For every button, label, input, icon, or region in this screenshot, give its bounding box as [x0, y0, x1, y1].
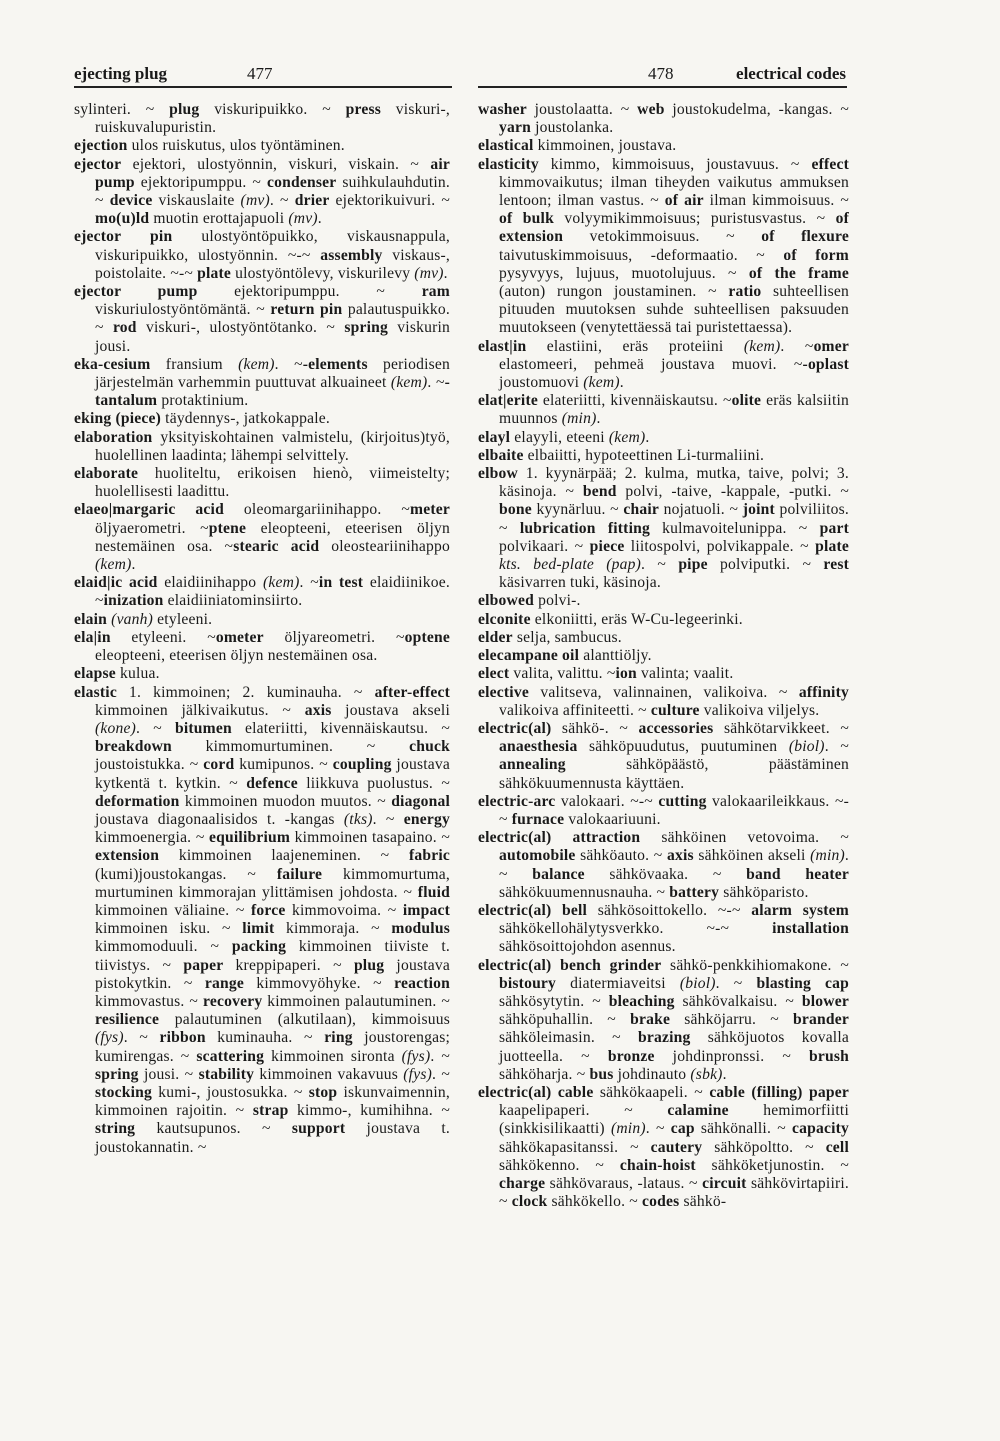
dictionary-entry: elat|erite elateriitti, kivennäiskautsu. ~olite eräs kalsiitin muunnos (min). [478, 392, 849, 428]
dictionary-entry: elastic 1. kimmoinen; 2. kuminauha. ~ after-effect kimmoinen jälkivaikutus. ~ axis joustava akseli (kone). ~ bitumen elateriitti, kivennäiskautsu. ~ breakdown kimmomurtuminen. ~ chuck joustoistukka. ~ cord kumipunos. ~ coupling joustava kytkentä t. kytkin. ~ defence liikkuva puolustus. ~ deformation kimmoinen muodon muutos. ~ diagonal joustava diagonaalisidos t. -kangas (tks). ~ energy kimmoenergia. ~ equilibrium kimmoinen tasapaino. ~ extension kimmoinen laajeneminen. ~ fabric (kumi)joustokangas. ~ failure kimmomurtuma, murtuminen kimmorajan ylittämisen johdosta. ~ fluid kimmoinen väliaine. ~ force kimmovoima. ~ impact kimmoinen isku. ~ limit kimmoraja. ~ modulus kimmomoduuli. ~ packing kimmoinen tiiviste t. tiivistys. ~ paper kreppipaperi. ~ plug joustava pistokytkin. ~ range kimmovyöhyke. ~ reaction kimmovastus. ~ recovery kimmoinen palautuminen. ~ resilience palautuminen (alkutilaan), kimmoisuus (fys). ~ ribbon kuminauha. ~ ring joustorengas; kumirengas. ~ scattering kimmoinen sironta (fys). ~ spring jousi. ~ stability kimmoinen vakavuus (fys). ~ stocking kumi-, joustosukka. ~ stop iskunvaimennin, kimmoinen rajoitin. ~ strap kimmo-, kumihihna. ~ string kautsupunos. ~ support joustava t. joustokannatin. ~ [74, 683, 451, 1156]
right-header-rule [478, 86, 847, 88]
dictionary-entry: washer joustolaatta. ~ web joustokudelma, -kangas. ~ yarn joustolanka. [478, 101, 849, 137]
right-column [478, 101, 849, 1211]
dictionary-entry: elbaite elbaiitti, hypoteettinen Li-turmaliini. [478, 446, 765, 464]
dictionary-entry: sylinteri. ~ plug viskuripuikko. ~ press viskuri-, ruiskuvalupuristin. [74, 101, 451, 137]
dictionary-entry: electric(al) cable sähkökaapeli. ~ cable (filling) paper kaapelipaperi. ~ calamine hemimorfiitti (sinkkisilikaatti) (min). ~ cap sähkönalli. ~ capacity sähkökapasitanssi. ~ cautery sähköpoltto. ~ cell sähkökenno. ~ chain-hoist sähköketjunostin. ~ charge sähkövaraus, -lataus. ~ circuit sähkövirtapiiri. ~ clock sähkökello. ~ codes sähkö- [478, 1083, 849, 1211]
dictionary-entry: elect valita, valittu. ~ion valinta; vaalit. [478, 665, 734, 683]
right-page-number: 478 [648, 64, 674, 83]
dictionary-entry: elaboration yksityiskohtainen valmistelu, (kirjoitus)työ, huolellinen laadinta; lähempi selvittely. [74, 428, 450, 464]
dictionary-entry: electric(al) sähkö-. ~ accessories sähkötarvikkeet. ~ anaesthesia sähköpuudutus, puutuminen (biol). ~ annealing sähköpäästö, päästäminen sähkökuumennusta käyttäen. [478, 719, 849, 792]
dictionary-entry: elapse kulua. [74, 665, 160, 683]
dictionary-entry: elecampane oil alanttiöljy. [478, 647, 652, 665]
dictionary-entry: electric(al) bench grinder sähkö-penkkihiomakone. ~ bistoury diatermiaveitsi (biol). ~ blasting cap sähkösytytin. ~ bleaching sähkövalkaisu. ~ blower sähköpuhallin. ~ brake sähköjarru. ~ brander sähköleimasin. ~ brazing sähköjuotos kovalla juotteella. ~ bronze johdinpronssi. ~ brush sähköharja. ~ bus johdinauto (sbk). [478, 956, 850, 1083]
dictionary-entry: electric-arc valokaari. ~-~ cutting valokaarileikkaus. ~-~ furnace valokaariuuni. [478, 792, 850, 828]
left-page-number: 477 [247, 64, 273, 83]
dictionary-entry: elder selja, sambucus. [478, 628, 622, 646]
dictionary-entry: elaborate huoliteltu, erikoisen hienò, viimeistelty; huolellisesti laadittu. [74, 465, 450, 501]
dictionary-entry: ejector pin ulostyöntöpuikko, viskausnappula, viskuripuikko, ulostyönnin. ~-~ assembly viskaus-, poistolaite. ~-~ plate ulostyöntölevy, viskurilevy (mv). [74, 228, 450, 282]
dictionary-entry: elconite elkoniitti, eräs W-Cu-legeerinki. [478, 610, 743, 628]
dictionary-entry: elastical kimmoinen, joustava. [478, 137, 677, 155]
dictionary-entry: eking (piece) täydennys-, jatkokappale. [74, 410, 330, 428]
right-guide-word: electrical codes [736, 64, 846, 83]
dictionary-entry: elain (vanh) etyleeni. [74, 610, 213, 628]
dictionary-entry: ejector pump ejektoripumppu. ~ ram viskuriulostyöntömäntä. ~ return pin palautuspuikko. ~ rod viskuri-, ulostyöntötanko. ~ spring viskurin jousi. [74, 283, 450, 355]
dictionary-entry: elaid|ic acid elaidiinihappo (kem). ~in test elaidiinikoe. ~inization elaidiiniatominsiirto. [74, 574, 450, 610]
dictionary-entry: electric(al) bell sähkösoittokello. ~-~ alarm system sähkökellohälytysverkko. ~-~ installation sähkösoittojohdon asennus. [478, 901, 849, 956]
dictionary-entry: ela|in etyleeni. ~ometer öljyareometri. ~optene eleopteeni, eteerisen öljyn nestemäinen osa. [74, 628, 450, 665]
dictionary-entry: elective valitseva, valinnainen, valikoiva. ~ affinity valikoiva affiniteetti. ~ culture valikoiva viljelys. [478, 683, 849, 719]
dictionary-entry: ejection ulos ruiskutus, ulos työntäminen. [74, 137, 345, 155]
dictionary-entry: elaeo|margaric acid oleomargariinihappo. ~meter öljyaerometri. ~ptene eleopteeni, eteerisen öljyn nestemäinen osa. ~stearic acid oleosteariinihappo (kem). [74, 501, 450, 574]
dictionary-entry: elasticity kimmo, kimmoisuus, joustavuus. ~ effect kimmovaikutus; ilman tiheyden vaikutus ammuksen lentoon; ilman vastus. ~ of air ilman kimmoisuus. ~ of bulk volyymikimmoisuus; puristusvastus. ~ of extension vetokimmoisuus. ~ of flexure taivutuskimmoisuus, -deformaatio. ~ of form pysyvyys, lujuus, muotolujuus. ~ of the frame (auton) rungon joustaminen. ~ ratio suhteellisen pituuden muutoksen suhde suhteellisen paksuuden muutokseen (venytettäessä tai puristettaessa). [478, 155, 850, 337]
dictionary-entry: ejector ejektori, ulostyönnin, viskuri, viskain. ~ air pump ejektoripumppu. ~ condenser suihkulauhdutin. ~ device viskauslaite (mv). ~ drier ejektorikuivuri. ~ mo(u)ld muotin erottajapuoli (mv). [74, 155, 450, 228]
dictionary-entry: elayl elayyli, eteeni (kem). [478, 428, 650, 446]
left-guide-word: ejecting plug [74, 64, 168, 83]
dictionary-entry: electric(al) attraction sähköinen vetovoima. ~ automobile sähköauto. ~ axis sähköinen akseli (min). ~ balance sähkövaaka. ~ band heater sähkökuumennusnauha. ~ battery sähköparisto. [478, 829, 850, 901]
left-column [74, 101, 450, 1157]
dictionary-entry: elbowed polvi-. [478, 592, 581, 610]
dictionary-entry: elast|in elastiini, eräs proteiini (kem). ~omer elastomeeri, pehmeä joustava muovi. ~-oplast joustomuovi (kem). [478, 337, 849, 392]
left-header-rule [74, 86, 452, 88]
dictionary-entry: eka-cesium fransium (kem). ~-elements periodisen järjestelmän varhemmin puuttuvat alkuaineet (kem). ~-tantalum protaktinium. [74, 355, 450, 410]
dictionary-entry: elbow 1. kyynärpää; 2. kulma, mutka, taive, polvi; 3. käsinoja. ~ bend polvi, -taive, -kappale, -putki. ~ bone kyynärluu. ~ chair nojatuoli. ~ joint polviliitos. ~ lubrication fitting kulmavoitelunippa. ~ part polvikaari. ~ piece liitospolvi, polvikappale. ~ plate kts. bed-plate (pap). ~ pipe polviputki. ~ rest käsivarren tuki, käsinoja. [478, 465, 850, 592]
